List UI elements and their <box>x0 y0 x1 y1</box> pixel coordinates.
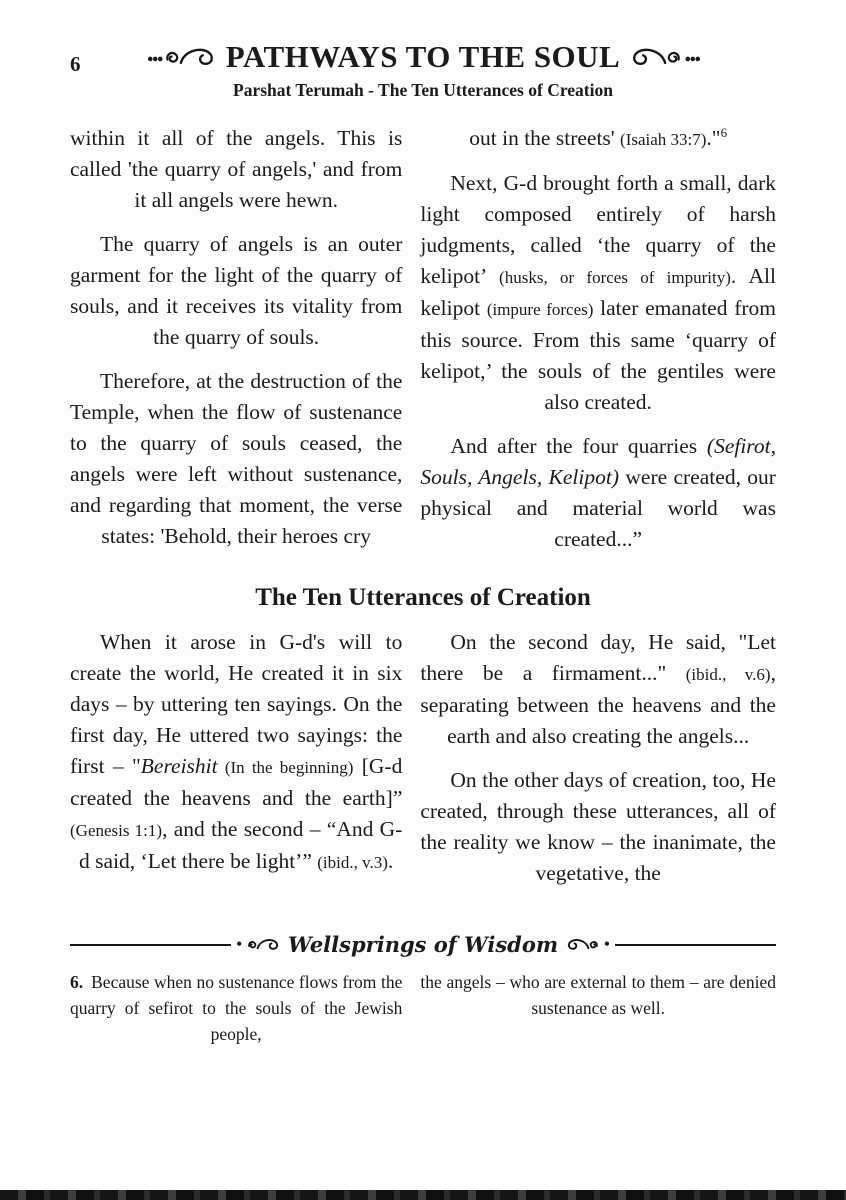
ornament-dots: ... <box>146 37 162 69</box>
paragraph <box>420 168 776 418</box>
text-run: , separating between the heavens and the earth and also creating the angels... <box>420 661 776 749</box>
page-subtitle: Parshat Terumah - The Ten Utterances of Creation <box>233 80 613 101</box>
column-bottom-left <box>70 627 402 902</box>
text-run: Because when no sustenance flows from the quarry of sefirot to the souls of the Jewish people, <box>70 972 403 1045</box>
divider-rule-right <box>615 944 776 946</box>
text-run: ." <box>706 126 721 151</box>
text-run: (ibid., v.6) <box>685 665 771 685</box>
page-number: 6 <box>70 52 81 76</box>
text-run: (husks, or forces of impurity) <box>499 268 731 288</box>
ornament-dots: ... <box>684 37 700 69</box>
divider-dot: • <box>236 935 242 953</box>
paragraph <box>420 765 776 889</box>
text-run: out in the streets' <box>469 126 621 151</box>
article-bottom-section <box>70 627 776 902</box>
divider-swirl-right-icon <box>565 936 599 953</box>
book-title-row <box>70 37 776 74</box>
text-run: The quarry of angels is an outer garment for the light of the quarry of souls, and it receives its vitality from the quarry of souls. <box>70 232 403 350</box>
text-run: When it arose in G-d's will to create the world, He created it in six days – by uttering ten sayings. On the first day, He uttered two sayings: the first – " <box>70 630 403 779</box>
text-run: [G-d created the heavens and the earth]” <box>70 754 403 811</box>
column-top-right <box>420 123 776 568</box>
text-run: (Genesis 1:1) <box>70 821 163 841</box>
paragraph <box>70 627 402 878</box>
paragraph <box>420 431 776 555</box>
text-run: 6. <box>70 972 84 993</box>
text-run: 6 <box>720 124 728 140</box>
paragraph <box>70 366 402 552</box>
divider-rule-left <box>70 944 231 946</box>
book-title: PATHWAYS TO THE SOUL <box>225 39 621 74</box>
text-run: (Sefirot, Souls, Angels, Kelipot) <box>420 434 776 490</box>
swirl-icon <box>164 44 218 70</box>
text-run: (In the beginning) <box>217 758 354 778</box>
text-run: . All kelipot <box>420 264 776 321</box>
divider-swirl-left-icon <box>247 936 281 953</box>
divider-dot: • <box>604 935 610 953</box>
text-run: (Isaiah 33:7) <box>620 130 707 150</box>
footnote-divider <box>70 932 776 957</box>
text-run: On the other days of creation, too, He created, through these utterances, all of the reality we know – the inanimate, the vegetative, the <box>420 768 776 886</box>
paragraph <box>420 123 776 155</box>
swirl-icon <box>628 44 682 70</box>
flourish-left-icon <box>146 37 218 71</box>
text-run: (ibid., v.3) <box>317 853 388 873</box>
text-run: were created, our physical and material world was created...” <box>420 465 776 552</box>
paragraph <box>420 627 776 752</box>
footnote-text <box>70 969 776 1047</box>
text-run: And after the four quarries <box>450 434 707 459</box>
paragraph <box>70 123 402 216</box>
text-run: (impure forces) <box>486 300 594 320</box>
text-run: . <box>387 849 394 874</box>
divider-title: Wellsprings of Wisdom <box>287 932 559 958</box>
paragraph <box>70 229 402 353</box>
footnote-column-right <box>420 969 776 1047</box>
paragraph <box>70 969 402 1047</box>
paragraph <box>420 969 776 1021</box>
section-heading: The Ten Utterances of Creation <box>255 584 591 612</box>
article-top-section <box>70 123 776 568</box>
text-run: Bereishit <box>140 754 218 779</box>
footnote-column-left <box>70 969 402 1047</box>
text-run: Next, G-d brought forth a small, dark light composed entirely of harsh judgments, called ‘the quarry of the kelipot’ <box>420 171 776 289</box>
column-bottom-right <box>420 627 776 902</box>
text-run: On the second day, He said, "Let there be a firmament..." <box>420 630 776 686</box>
page-header <box>70 37 776 101</box>
text-run: later emanated from this source. From this same ‘quarry of kelipot,’ the souls of the gentiles were also created. <box>420 296 776 415</box>
text-run: within it all of the angels. This is called 'the quarry of angels,' and from it all angels were hewn. <box>70 126 403 213</box>
scan-edge-artifact <box>0 1190 846 1200</box>
text-run: the angels – who are external to them – are denied sustenance as well. <box>420 972 776 1019</box>
column-top-left <box>70 123 402 568</box>
text-run: Therefore, at the destruction of the Temple, when the flow of sustenance to the quarry of souls ceased, the angels were left without sustenance, and regarding that moment, the verse states: 'Behold, their heroes cry <box>70 369 403 549</box>
footnote-area <box>70 932 776 1047</box>
text-run: , and the second – “And G-d said, ‘Let there be light’” <box>79 817 403 874</box>
flourish-right-icon <box>628 37 700 71</box>
